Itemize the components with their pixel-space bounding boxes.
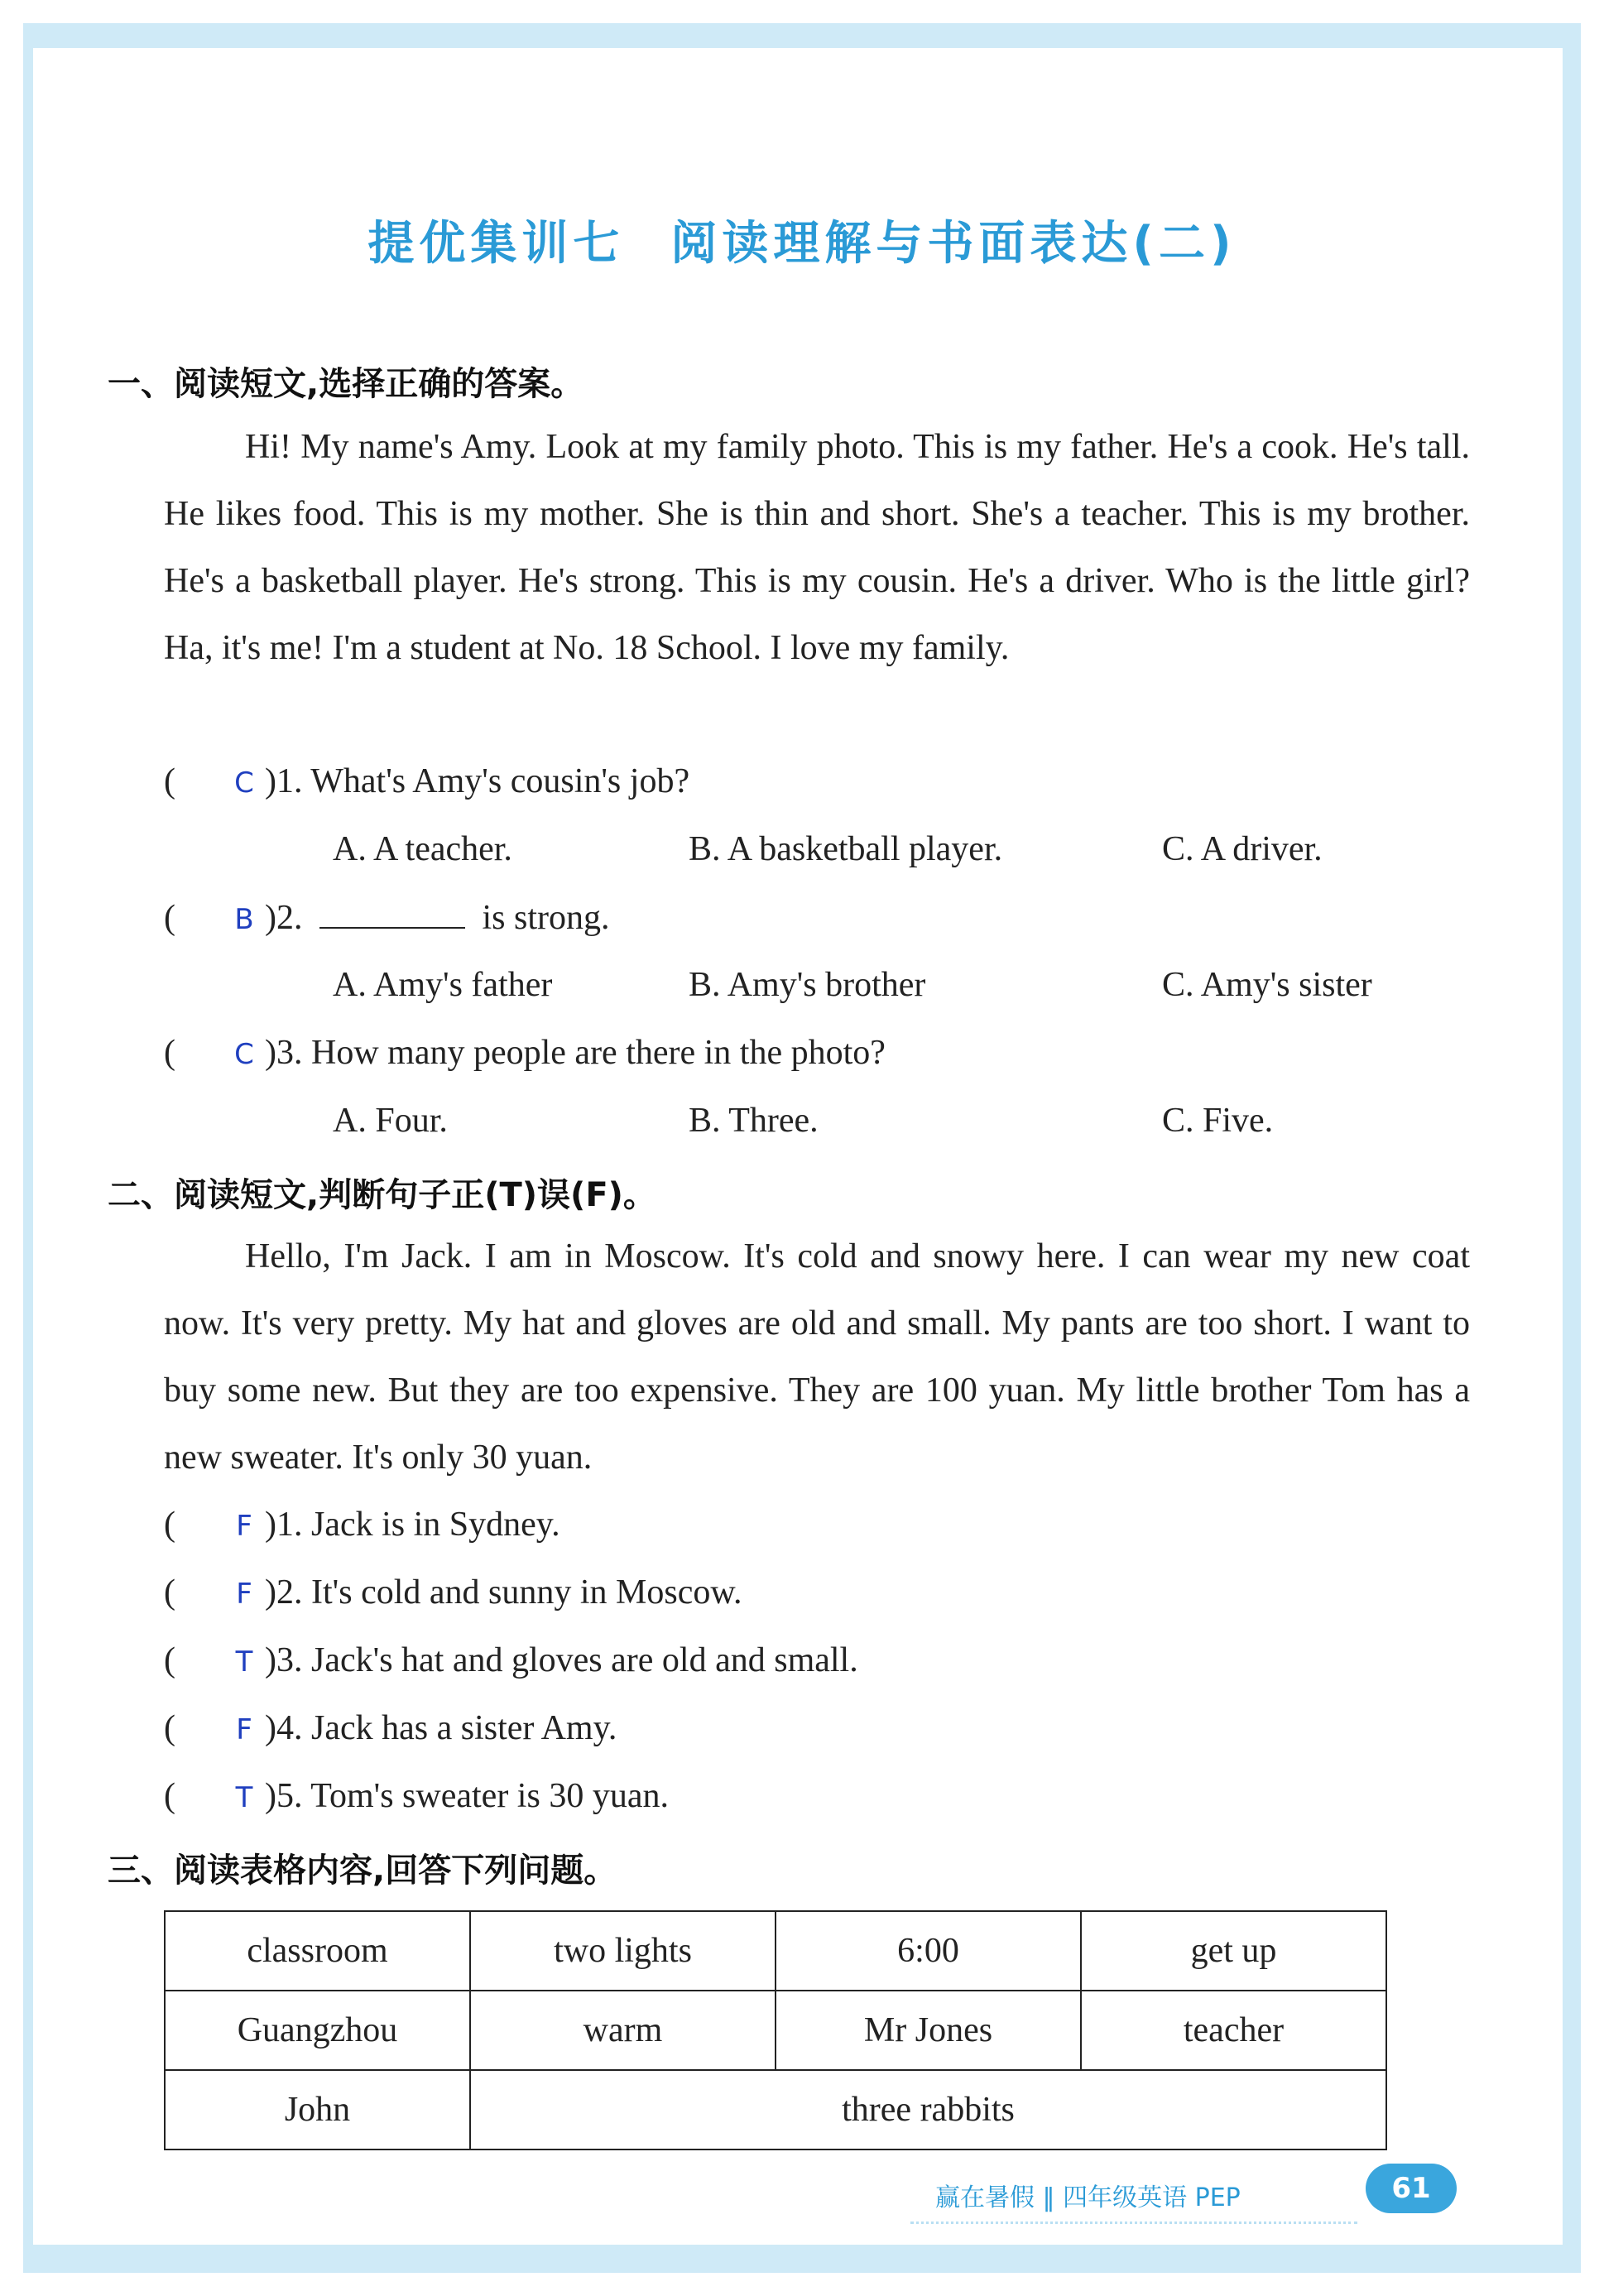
s1-q2-option-a: A. Amy's father xyxy=(333,966,553,1004)
s2-question-4 xyxy=(164,1708,617,1748)
table-row xyxy=(165,1911,1386,1991)
question-num: )4. xyxy=(265,1709,303,1747)
answer-mark: T xyxy=(235,1645,253,1679)
question-text: How many people are there in the photo? xyxy=(311,1034,886,1072)
paren-open: ( xyxy=(164,1034,175,1072)
s1-q1-option-a: A. A teacher. xyxy=(333,830,512,868)
s2-question-3 xyxy=(164,1640,858,1680)
question-num: )5. xyxy=(265,1777,303,1815)
answer-mark: B xyxy=(234,903,254,936)
paren-open: ( xyxy=(164,1506,175,1544)
title-part1: 提优集训七 xyxy=(367,217,625,271)
s2-question-5 xyxy=(164,1776,669,1816)
section2-passage: Hello, I'm Jack. I am in Moscow. It's cold and snowy here. I can wear my new coat now. It's very pretty. My hat and gloves are old and small. My pants are too short. I want to buy some new. But they are too expensive. They are 100 yuan. My little brother Tom has a new sweater. It's only 30 yuan. xyxy=(164,1237,1470,1477)
frame-top xyxy=(23,23,1581,48)
paren-open: ( xyxy=(164,1641,175,1679)
question-text: Jack is in Sydney. xyxy=(311,1506,560,1544)
table-cell: 6:00 xyxy=(776,1911,1081,1991)
question-text: Jack's hat and gloves are old and small. xyxy=(311,1641,858,1679)
question-text: Tom's sweater is 30 yuan. xyxy=(310,1777,669,1815)
s2-question-1 xyxy=(164,1505,560,1544)
question-num: )1. xyxy=(265,762,303,800)
footer-text: 赢在暑假 ‖ 四年级英语 PEP xyxy=(935,2183,1241,2212)
frame-left xyxy=(23,23,33,2273)
answer-mark: C xyxy=(234,1038,254,1071)
table-cell: get up xyxy=(1081,1911,1386,1991)
question-text: is strong. xyxy=(482,899,610,937)
s1-q3-option-b: B. Three. xyxy=(689,1102,819,1140)
question-text: What's Amy's cousin's job? xyxy=(310,762,690,800)
section1-passage: Hi! My name's Amy. Look at my family photo. This is my father. He's a cook. He's tall. He likes food. This is my mother. She is thin and short. She's a teacher. This is my brother. He's a basketball player. He's strong. This is my cousin. He's a driver. Who is the little girl? Ha, it's me! I'm a student at No. 18 School. I love my family. xyxy=(164,428,1470,667)
question-num: )3. xyxy=(265,1034,303,1072)
answer-mark: T xyxy=(235,1781,253,1814)
s1-q2-option-c: C. Amy's sister xyxy=(1162,966,1372,1004)
s1-question-3 xyxy=(164,1033,886,1073)
table-cell: classroom xyxy=(165,1911,470,1991)
paren-open: ( xyxy=(164,1777,175,1815)
s1-q3-option-c: C. Five. xyxy=(1162,1102,1274,1140)
table-cell: teacher xyxy=(1081,1991,1386,2070)
question-text: It's cold and sunny in Moscow. xyxy=(311,1573,742,1612)
answer-mark: F xyxy=(236,1713,252,1746)
s1-q3-option-a: A. Four. xyxy=(333,1102,448,1140)
footer-divider xyxy=(910,2222,1357,2224)
paren-open: ( xyxy=(164,1709,175,1747)
title-part2: 阅读理解与书面表达(二) xyxy=(670,217,1237,271)
s1-q1-option-c: C. A driver. xyxy=(1162,830,1323,868)
s1-q2-option-b: B. Amy's brother xyxy=(689,966,926,1004)
answer-mark: C xyxy=(234,766,254,800)
table-cell: warm xyxy=(470,1991,776,2070)
frame-right xyxy=(1563,23,1581,2273)
table-cell: Guangzhou xyxy=(165,1991,470,2070)
section3-heading: 三、阅读表格内容,回答下列问题。 xyxy=(108,1852,617,1890)
answer-mark: F xyxy=(236,1510,252,1543)
question-num: )2. xyxy=(265,899,303,937)
paren-open: ( xyxy=(164,1573,175,1612)
table-cell: John xyxy=(165,2070,470,2149)
s1-q1-option-b: B. A basketball player. xyxy=(689,830,1003,868)
frame-bottom xyxy=(23,2245,1581,2273)
paren-open: ( xyxy=(164,762,175,800)
paren-open: ( xyxy=(164,899,175,937)
s1-question-1 xyxy=(164,761,689,801)
table-row xyxy=(165,1991,1386,2070)
answer-mark: F xyxy=(236,1578,252,1611)
question-num: )3. xyxy=(265,1641,303,1679)
s2-question-2 xyxy=(164,1573,742,1612)
question-num: )1. xyxy=(265,1506,303,1544)
section2-heading: 二、阅读短文,判断句子正(T)误(F)。 xyxy=(108,1176,656,1214)
table-row xyxy=(165,2070,1386,2149)
table-cell: Mr Jones xyxy=(776,1991,1081,2070)
section1-heading: 一、阅读短文,选择正确的答案。 xyxy=(108,365,584,403)
question-num: )2. xyxy=(265,1573,303,1612)
info-table xyxy=(164,1910,1387,2150)
table-cell: two lights xyxy=(470,1911,776,1991)
page-title xyxy=(0,207,1604,273)
answer-blank xyxy=(319,897,465,929)
question-text: Jack has a sister Amy. xyxy=(311,1709,617,1747)
table-cell: three rabbits xyxy=(470,2070,1386,2149)
page-number: 61 xyxy=(1366,2164,1457,2213)
s1-question-2 xyxy=(164,897,610,938)
